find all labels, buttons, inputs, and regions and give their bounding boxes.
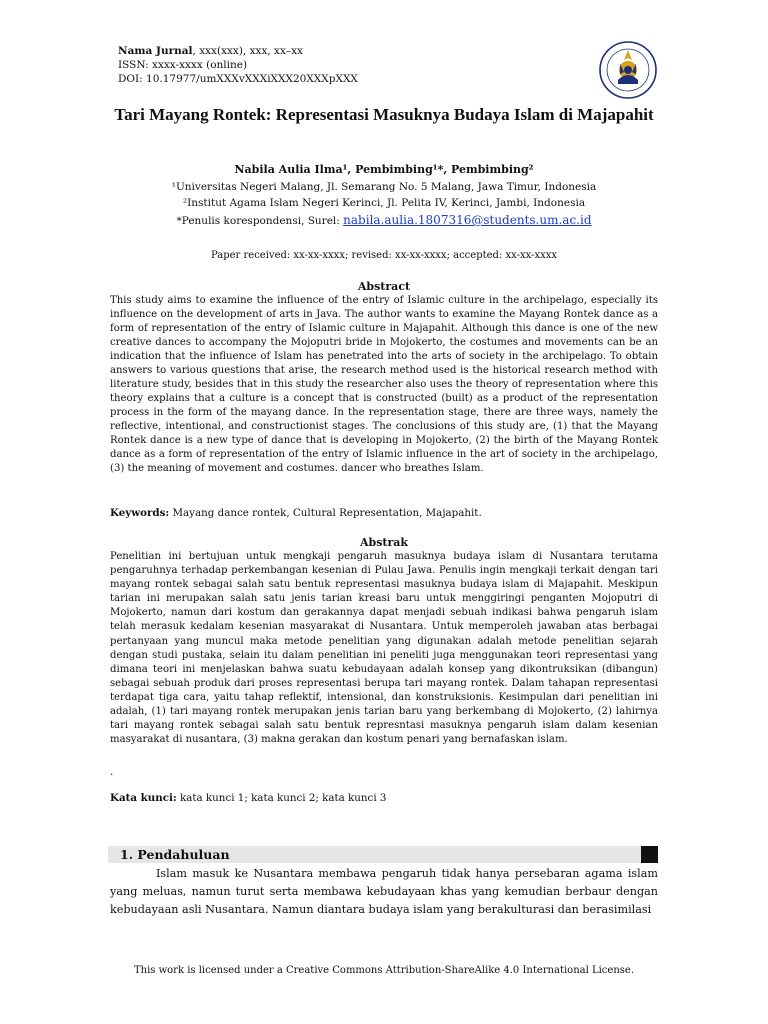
section-heading [120, 847, 230, 862]
correspondence [100, 213, 668, 227]
intro-paragraph: Islam masuk ke Nusantara membawa pengaruh tidak hanya persebaran agama islam yang meluas, namun turut serta membawa kebudayaan khas yang kemudian berbaur dengan kebudayaan asli Nusantara. Namun diantara budaya islam yang berakulturasi dan berasimilasi [110, 867, 658, 916]
section-marker-block [641, 846, 658, 863]
university-logo [598, 40, 658, 100]
kata-kunci-label: Kata kunci: [110, 792, 177, 804]
section-title: Pendahuluan [137, 847, 230, 862]
journal-meta [118, 44, 358, 86]
journal-volume: , xxx(xxx), xxx, xx–xx [192, 45, 303, 57]
keywords-text: Mayang dance rontek, Cultural Representation, Majapahit. [169, 507, 482, 519]
affiliation-1: ¹Universitas Negeri Malang, Jl. Semarang No. 5 Malang, Jawa Timur, Indonesia [171, 181, 597, 193]
kata-kunci [110, 792, 658, 804]
keywords [110, 507, 658, 519]
correspondence-label: *Penulis korespondensi, Surel: [176, 215, 344, 227]
author-email-link[interactable]: nabila.aulia.1807316@students.um.ac.id [343, 213, 592, 227]
paper-title: Tari Mayang Rontek: Representasi Masuknya Budaya Islam di Majapahit [114, 105, 654, 124]
journal-name-line [118, 44, 358, 58]
affiliation-2: ²Institut Agama Islam Negeri Kerinci, Jl. Pelita IV, Kerinci, Jambi, Indonesia [182, 197, 586, 209]
abstract-heading: Abstract [357, 280, 411, 293]
kata-kunci-text: kata kunci 1; kata kunci 2; kata kunci 3 [176, 792, 387, 804]
section-heading-bar [108, 846, 658, 863]
journal-name: Nama Jurnal [118, 45, 193, 57]
abstrak-text: Penelitian ini bertujuan untuk mengkaji pengaruh masuknya budaya islam di Nusantara terutama pengaruhnya terhadap perkembangan kesenian di Pulau Jawa. Penulis ingin mengkaji terkait dengan tari mayang rontek sebagai salah satu bentuk representasi masuknya budaya islam di Majapahit. Meskipun tarian ini merupakan salah satu jenis tarian kreasi baru untuk menggiringi penganten Mojoputri di Mojokerto, namun dari kostum dan gerakannya dapat menjadi sebuah indikasi bahwa pengaruh islam telah merasuk kedalam kesenian masyarakat di Nusantara. Untuk memperoleh jawaban atas berbagai pertanyaan yang muncul maka metode penelitian yang digunakan adalah metode penelitian sejarah dengan studi pustaka, selain itu dalam penelitian ini peneliti juga menggunakan teori representasi yang dimana teori ini menjelaskan bahwa suatu kebudayaan adalah konsep yang dikontruksikan (dibangun) sebagai sebuah produk dari proses representasi berupa tari mayang rontek. Dalam tahapan representasi terdapat tiga cara, yaitu tahap reflektif, intensional, dan konstruksionis. Kesimpulan dari penelitian ini adalah, (1) tari mayang rontek merupakan jenis tarian baru yang berkembang di Mojokerto, (2) lahirnya tari mayang rontek sebagai salah satu bentuk represntasi masuknya pengaruh islam dalam kesenian masyarakat di nusantara, (3) makna gerakan dan kostum penari yang bernafaskan islam. [110, 551, 658, 746]
paper-received-dates: Paper received: xx-xx-xxxx; revised: xx-xx-xxxx; accepted: xx-xx-xxxx [210, 250, 558, 261]
section-number: 1. [120, 847, 134, 862]
abstrak-trailing: . [110, 767, 114, 778]
keywords-label: Keywords: [110, 507, 170, 519]
abstract-text: This study aims to examine the influence of the entry of Islamic culture in the archipelago, especially its influence on the development of arts in Java. The author wants to examine the Mayang Rontek dance as a form of representation of the entry of Islamic culture in Majapahit. Although this dance is one of the new creative dances to accompany the Mojoputri bride in Mojokerto, the costumes and movements can be an indication that the influence of Islam has penetrated into the arts of society in the archipelago. To obtain answers to various questions that arise, the research method used is the historical research method with literature study, besides that in this study the researcher also uses the theory of representation where this theory explains that a culture is a concept that is constructed (built) as a product of the representation process in the form of the mayang dance. In the representation stage, there are three ways, namely the reflective, intentional, and constructionist stages. The conclusions of this study are, (1) that the Mayang Rontek dance is a new type of dance that is developing in Mojokerto, (2) the birth of the Mayang Rontek dance as a form of representation of the entry of Islamic influence in the art of society in the archipelago, (3) the meaning of movement and costumes. dancer who breathes Islam. [110, 295, 658, 474]
license-notice: This work is licensed under a Creative Commons Attribution-ShareAlike 4.0 International License. [133, 965, 634, 976]
author-list: Nabila Aulia Ilma¹, Pembimbing¹*, Pembimbing² [234, 163, 534, 176]
issn: ISSN: xxxx-xxxx (online) [118, 59, 248, 71]
abstrak-heading: Abstrak [359, 536, 409, 549]
doi: DOI: 10.17977/umXXXvXXXiXXX20XXXpXXX [118, 73, 358, 85]
